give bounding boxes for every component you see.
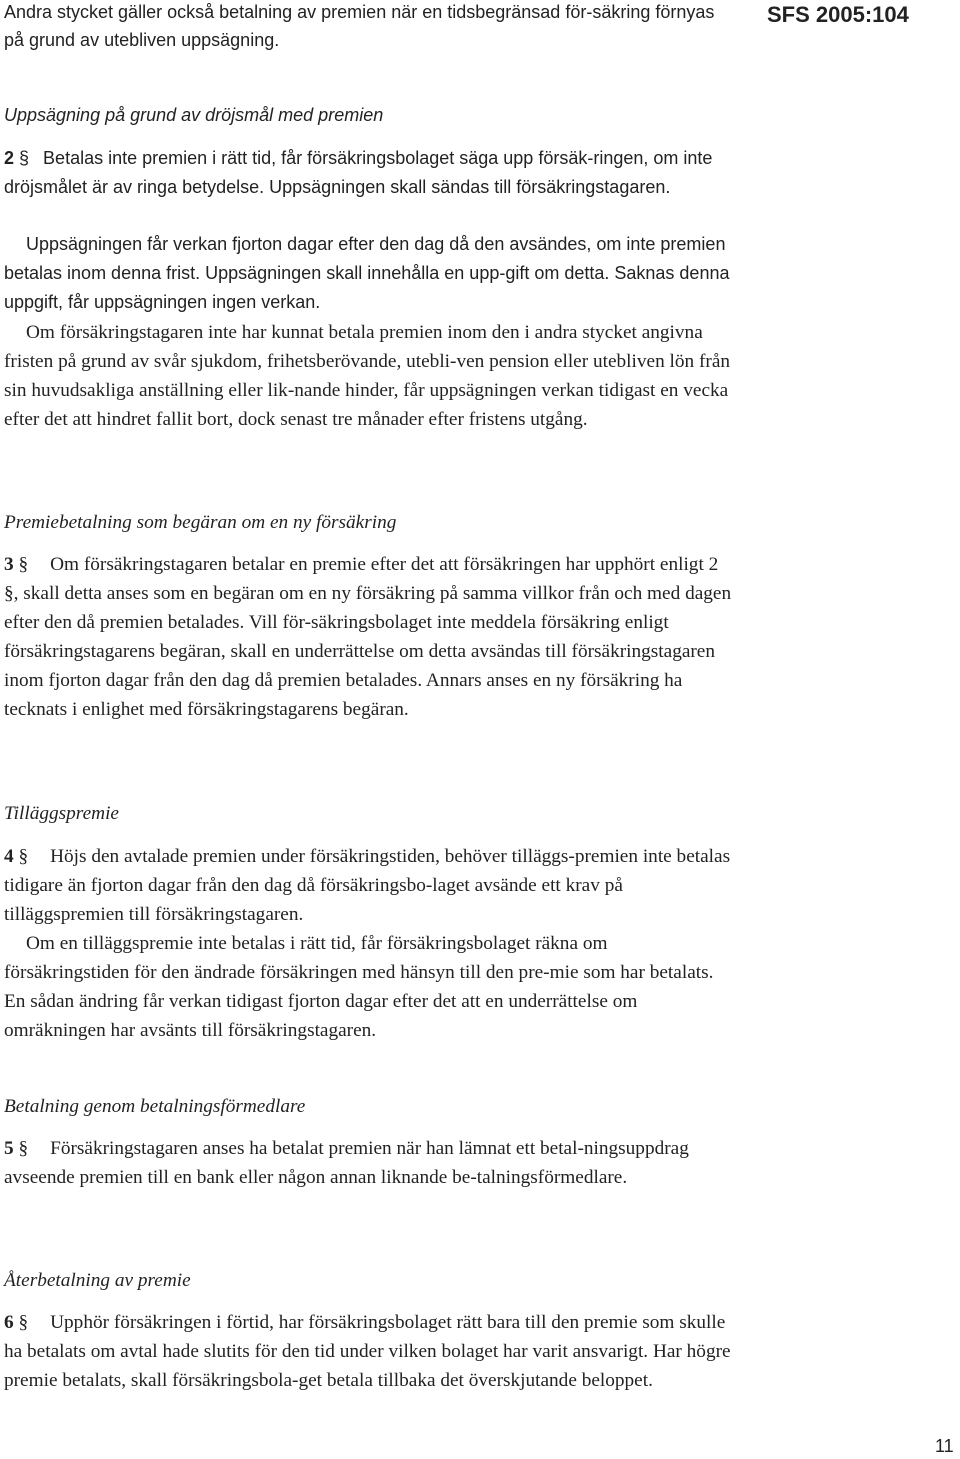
paragraph-number: 6: [4, 1312, 14, 1333]
section-sign: §: [18, 1138, 29, 1159]
section-heading: Tilläggspremie: [4, 803, 119, 824]
paragraph-text: Betalas inte premien i rätt tid, får försäkringsbolaget säga upp försäk-ringen, om inte dröjsmålet är av ringa betydelse. Uppsägningen skall sändas till försäkringstagaren.: [4, 148, 713, 197]
paragraph-text: Försäkringstagaren anses ha betalat premien när han lämnat ett betal-ningsuppdrag avseende premien till en bank eller någon annan liknande be-talningsförmedlare.: [4, 1138, 689, 1188]
sfs-number: SFS 2005:104: [767, 2, 909, 27]
section-sign: §: [19, 148, 30, 168]
section-paragraph: [4, 1308, 732, 1395]
section-paragraph: [4, 144, 732, 202]
section-paragraph: Uppsägningen får verkan fjorton dagar efter den dag då den avsändes, om inte premien betalas inom denna frist. Uppsägningen skall innehålla en upp-gift om detta. Saknas denna uppgift, får uppsägningen ingen verkan.: [4, 234, 730, 312]
section-sign: §: [18, 554, 29, 575]
section-heading: Premiebetalning som begäran om en ny försäkring: [4, 512, 397, 533]
paragraph-text: Om försäkringstagaren betalar en premie efter det att försäkringen har upphört enligt 2 §, skall detta anses som en begäran om en ny försäkring på samma villkor från och med dagen efter den då premien betalades. Vill för-säkringsbolaget inte meddela försäkring enligt försäkringstagarens begäran, skall en underrättelse om detta avsändas till försäkringstagaren inom fjorton dagar från den dag då premien betalades. Annars anses en ny försäkring ha tecknats i enlighet med försäkringstagarens begäran.: [4, 554, 732, 720]
section-heading: Uppsägning på grund av dröjsmål med premien: [4, 105, 384, 125]
paragraph-number: 4: [4, 846, 14, 867]
section-heading: Återbetalning av premie: [4, 1270, 191, 1291]
page-number: 11: [935, 1436, 954, 1456]
section-heading: Betalning genom betalningsförmedlare: [4, 1096, 306, 1117]
paragraph-text: Höjs den avtalade premien under försäkringstiden, behöver tilläggs-premien inte betalas tidigare än fjorton dagar från den dag då försäkringsbo-laget avsände ett krav på tilläggspremien till försäkringstagaren.: [4, 846, 731, 925]
section-paragraph: Om en tilläggspremie inte betalas i rätt tid, får försäkringsbolaget räkna om försäkringstiden för den ändrade försäkringen med hänsyn till den pre-mie som har betalats. En sådan ändring får verkan tidigast fjorton dagar efter det att en underrättelse om omräkningen har avsänts till försäkringstagaren.: [4, 933, 714, 1041]
section-paragraph: [4, 550, 732, 724]
paragraph-number: 3: [4, 554, 14, 575]
paragraph-number: 5: [4, 1138, 14, 1159]
paragraph-text: Upphör försäkringen i förtid, har försäkringsbolaget rätt bara till den premie som skulle ha betalats om avtal hade slutits för den tid under vilken bolaget har varit ansvarigt. Har högre premie betalats, skall försäkringsbola-get betala tillbaka det överskjutande beloppet.: [4, 1312, 731, 1391]
section-sign: §: [18, 1312, 29, 1333]
section-sign: §: [18, 846, 29, 867]
paragraph-number: 2: [4, 148, 15, 168]
section-paragraph: Om försäkringstagaren inte har kunnat betala premien inom den i andra stycket angivna fristen på grund av svår sjukdom, frihetsberövande, utebli-ven pension eller utebliven lön från sin huvudsakliga anställning eller lik-nande hinder, får uppsägningen verkan tidigast en vecka efter det att hindret fallit bort, dock senast tre månader efter fristens utgång.: [4, 322, 731, 430]
section-paragraph: [4, 842, 732, 929]
section-paragraph: [4, 1134, 732, 1192]
continuation-paragraph: Andra stycket gäller också betalning av premien när en tidsbegränsad för-säkring förnyas på grund av utebliven uppsägning.: [4, 2, 715, 50]
